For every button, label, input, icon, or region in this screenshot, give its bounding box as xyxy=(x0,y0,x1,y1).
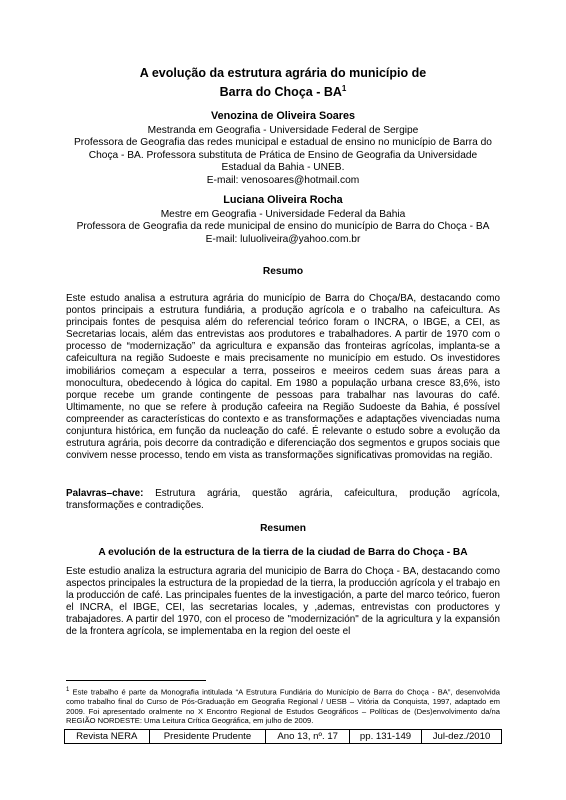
author-affiliation-line: Mestre em Geografia - Universidade Federal da Bahia xyxy=(160,208,406,220)
resumen-heading: Resumen xyxy=(260,523,306,534)
keywords-text: Estrutura agrária, questão agrária, cafeicultura, produção agrícola, transformações e contradições. xyxy=(66,488,500,512)
footer-issue: Ano 13, nº. 17 xyxy=(266,730,350,744)
author-email[interactable]: E-mail: venosoares@hotmail.com xyxy=(206,174,360,186)
author-block-1 xyxy=(60,110,506,188)
resumo-text: Este estudo analisa a estrutura agrária do município de Barra do Choça/BA, destacando como pontos principais a estrutura fundiária, a produção agrícola e o trabalho na cafeicultura. As principais fontes de pesquisa além do referencial teórico foram o INCRA, o IBGE, a CEI, as Secretarias locais, além das entrevistas aos produtores e trabalhadores. A partir de 1970 com o processo de “modernização” da agricultura e expansão das fronteiras agrícolas, implanta-se a cafeicultura na região Sudoeste e mais precisamente no município em estudo. Os investidores imobiliários começam a especular a terra, posseiros e meeiros cedem suas áreas para a monocultura, obedecendo à lógica do capital. Em 1980 a população urbana cresce 83,6%, isto porque recebe um grande contingente de pessoas para trabalhar nas lavouras do café. Ultimamente, no que se refere à produção cafeeira na Região Sudoeste da Bahia, é possível compreender as características do contexto e as transformações e adaptações vivenciadas numa conjuntura histórica, em função da nucleação do café. É relevante o estudo sobre a evolução da estrutura agrária, pois decorre da contradição e diferenciação dos segmentos e grupos sociais que convivem nesse processo, tendo em vista as transformações significativas promovidas na região. xyxy=(66,293,500,462)
footnote-mark: 1 xyxy=(66,687,70,693)
resumo-heading: Resumo xyxy=(262,266,304,277)
author-affiliation-line: Choça - BA. Professora substituta de Prática de Ensino de Geografia da Universidade xyxy=(88,149,478,161)
footer-journal: Revista NERA xyxy=(65,730,150,744)
paper-title xyxy=(60,66,506,100)
title-footnote-mark[interactable]: 1 xyxy=(341,84,347,93)
footer-city: Presidente Prudente xyxy=(149,730,266,744)
footnote xyxy=(66,686,500,726)
author-affiliation-line: Estadual da Bahia - UNEB. xyxy=(221,162,345,174)
footnote-text: Este trabalho é parte da Monografia intitulada “A Estrutura Fundiária do Município de Barra do Choça - BA”, desenvolvida como trabalho final do Curso de Pós-Graduação em Geografia Regional / UESB – Vitória da Conquista, 1997, adaptado em 2009. Foi apresentado oralmente no X Encontro Regional de Estudos Geográficos – Políticas de (Des)envolvimento da/na REGIÃO NORDESTE: Uma Leitura Crítica Geográfica, em julho de 2009. xyxy=(66,687,500,726)
author-block-2 xyxy=(60,194,506,246)
title-line-1: A evolução da estrutura agrária do município de xyxy=(139,66,427,80)
keywords-label: Palavras–chave: xyxy=(66,488,144,499)
author-name: Venozina de Oliveira Soares xyxy=(210,110,356,122)
keywords xyxy=(66,488,500,512)
footnote-divider xyxy=(66,680,206,681)
author-email[interactable]: E-mail: luluoliveira@yahoo.com.br xyxy=(205,233,361,245)
journal-footer xyxy=(64,729,502,744)
footer-date: Jul-dez./2010 xyxy=(422,730,502,744)
author-affiliation-line: Professora de Geografia da rede municipal de ensino do município de Barra do Choça - BA xyxy=(76,221,490,233)
author-name: Luciana Oliveira Rocha xyxy=(223,194,343,206)
resumen-text: Este estudio analiza la estructura agraria del municipio de Barra do Choça - BA, destacando como aspectos principales la estructura de la propiedad de la tierra, la producción agrícola y el trabajo en la producción de café. Las principales fuentes de la investigación, a parte del marco teórico, fueron el INCRA, el IBGE, CEI, las secretarias locales, y ,ademas, entrevistas con productores y trabajadores. A partir del 1970, con el proceso de "modernización" de la agricultura y la expansión de la frontera agrícola, se implementaba en la region del oeste el xyxy=(66,566,500,638)
author-affiliation-line: Mestranda em Geografia - Universidade Federal de Sergipe xyxy=(147,124,419,136)
author-affiliation-line: Professora de Geografia das redes municipal e estadual de ensino no município de Barra do xyxy=(74,137,492,149)
resumen-title: A evolución de la estructura de la tierra de la ciudad de Barra do Choça - BA xyxy=(98,547,468,558)
title-line-2: Barra do Choça - $BA^1$ xyxy=(219,84,347,100)
footer-pages: pp. 131-149 xyxy=(350,730,422,744)
